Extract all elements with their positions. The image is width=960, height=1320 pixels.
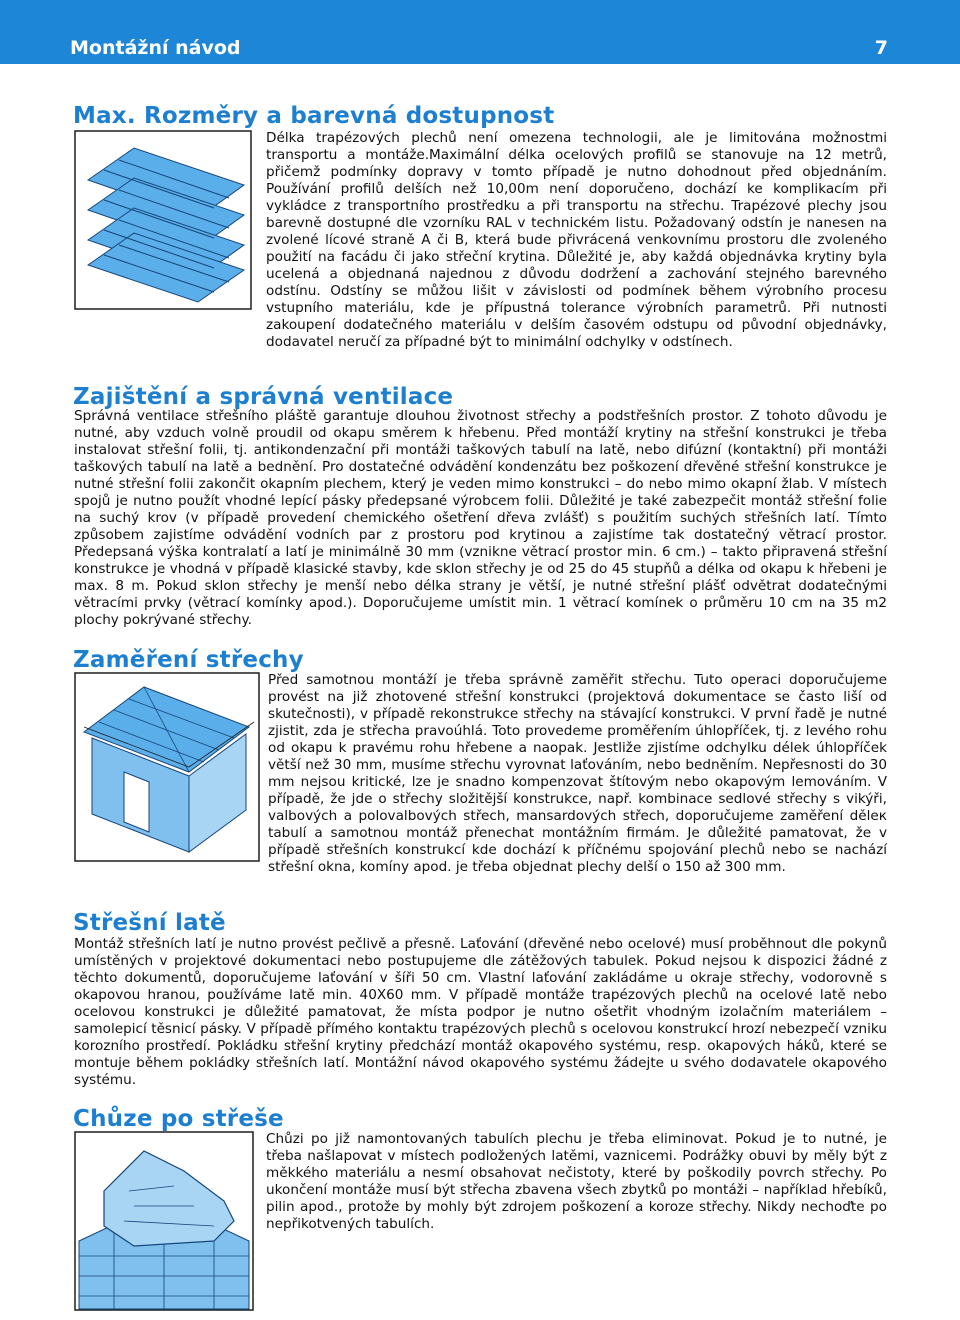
section-heading-dimensions: Max. Rozměry a barevná dostupnost xyxy=(73,103,555,129)
shoe-on-roof-icon xyxy=(74,1131,254,1311)
section-heading-ventilation: Zajištění a správná ventilace xyxy=(73,384,454,410)
section-heading-measuring: Zaměření střechy xyxy=(73,647,304,673)
section-text-ventilation: Správná ventilace střešního pláště garantuje dlouhou životnost střechy a podstřešních prostor. Z tohoto důvodu je nutné, aby vzduch volně proudil od okapu směrem k hřebenu. Před montáží krytiny na střešní konstrukci je třeba instalovat střešní folii, tj. antikondenzační při montáži taškových tabulí na latě, nebo difúzní (kontaktní) při montáži taškových tabulí na latě a bednění. Pro dostatečné odvádění kondenzátu bez poškození dřevěné střešní konstrukce je nutné střešní folii zakončit okapním plechem, který je veden mimo konstrukci – do nebo mimo okapní žlab. V místech spojů je nutno použít vhodné lepící pásky předepsané výrobcem folii. Důležité je také zabezpečit montáž střešní folie na suchý krov (v případě provedení chemického ošetření dřeva zvlášť) s použitím suchých střešních latí. Tímto způsobem zajistíme odvádění vodních par z prostoru pod krytinou a zajistíme tak dostatečný větrací prostor. Předepsaná výška kontralatí a latí je minimálně 30 mm (vznikne větrací prostor min. 6 cm.) – takto připravená střešní konstrukce je vhodná v případě klasické stavby, kde sklon střechy je od 25 do 45 stupňů a délka od okapu k hřebeni je max. 8 m. Pokud sklon střechy je menší nebo délka strany je větší, je nutné střešní plášť odvětrat dodatečnými větracími prvky (větrací komínky apod.). Doporučujeme umístit min. 1 větrací komínek o průměru 10 cm na 35 m2 plochy pokrývané střechy. xyxy=(74,408,887,628)
page-number: 7 xyxy=(874,37,888,59)
section-text-battens: Montáž střešních latí je nutno provést pečlivě a přesně. Laťování (dřevěné nebo ocelové) musí proběhnout dle pokynů umístěných v projektové dokumentaci nebo postupujeme dle zátěžových tabulek. Pokud nejsou k dispozici žádné z těchto dokumentů, doporučujeme laťování v šíři 50 cm. Vlastní laťování zakládáme u okraje střechy, vodorovně s okapovou hranou, používáme latě min. 40X60 mm. V případě montáže trapézových plechů na ocelové latě nebo ocelovou konstrukci je důležité pamatovat, že místa podpor je nutno ošetřit vhodným izolačním materiálem – samolepicí těsnicí pásky. V případě přímého kontaktu trapézových plechů s ocelovou konstrukcí hrozí nebezpečí vzniku korozního prostředí. Pokládku střešní krytiny předchází montáž okapového systému, resp. okapových háků, které se montuje během pokládky střešních latí. Montážní návod okapového systému žádejte u svého dodavatele okapového systému. xyxy=(74,936,887,1088)
section-text-walking: Chůzi po již namontovaných tabulích plechu je třeba eliminovat. Pokud je to nutné, je třeba našlapovat v místech podložených latěmi, vaznicemi. Podrážky obuvi by měly být z měkkého materiálu a nesmí obsahovat nečistoty, které by poškodily povrch střechy. Po ukončení montáže musí být střecha zbavena všech zbytků po montáži – například hřebíků, pilin apod., protože by mohly být zdrojem poškození a koroze střechy. Nikdy nechoďte po nepřikotvených tabulích. xyxy=(266,1131,887,1232)
house-roof-icon xyxy=(74,672,260,862)
section-text-measuring: Před samotnou montáží je třeba správně zaměřit střechu. Tuto operaci doporučujeme provést na již zhotovené střešní konstrukci (projektová dokumentace se často liší od skutečnosti), v případě rekonstrukce střechy na stávající konstrukci. V první řadě je nutné zjistit, zda je střecha pravoúhlá. Toto provedeme proměřením úhlopříček, tj. z levého rohu od okapu k pravému rohu hřebene a naopak. Jestliže zjistíme odchylku délek úhlopříček větší než 30 mm, musíme střechu vyrovnat laťováním, nebo bedněním. Nepřesnosti do 30 mm nejsou kritické, lze je snadno kompenzovat štítovým nebo okapovým lemováním. V případě, že jde o střechy složitější konstrukce, např. kombinace sedlové střechy s vikýři, valbových a polovalbových střech, mansardových střech, doporučujeme zaměření děleк tabulí a samotnou montáž přenechat montážním firmám. Je důležité pamatovat, že v případě střešních konstrukcí kde dochází k příčnému spojování plechů nebo se nachází střešní okna, komíny apod. je třeba objednat plechy delší o 150 až 300 mm. xyxy=(268,672,887,875)
page-header xyxy=(0,0,960,64)
section-heading-battens: Střešní latě xyxy=(73,910,226,936)
stacked-sheets-icon xyxy=(74,130,252,310)
section-text-dimensions: Délka trapézových plechů není omezena technologii, ale je limitována možnostmi transportu a montáže.Maximální délka ocelových profilů se stanovuje na 12 metrů, přičemž podmínky dopravy v tomto případě je nutno dohodnout před objednáním. Používání profilů delších než 10,00m není doporučeno, dochází ke komplikacím při vykládce z transportního prostředku a při transportu na střechu. Trapézové plechy jsou barevně dostupné dle vzorníku RAL v technickém listu. Požadovaný odstín je nanesen na zvolené lícové straně A či B, která bude přivrácená venkovnímu prostoru dle zvoleného použití na facádu či jako střeční krytina. Důležité je, aby každá objednávka krytiny byla ucelená a objednaná najednou z důvodu dodržení a zachování stejného barevného odstínu. Odstíny se můžou lišit v závislosti od podmínek během výrobního procesu vstupního materiálu, kde je přípustná tolerance výrobních parametrů. Při nutnosti zakoupení dodatečného materiálu v delším časovém odstupu od původní objednávky, dodavatel neručí za případné být to minimální odchylky v odstínech. xyxy=(266,130,887,350)
section-heading-walking: Chůze po střeše xyxy=(73,1106,284,1132)
document-title: Montážní návod xyxy=(70,37,241,59)
